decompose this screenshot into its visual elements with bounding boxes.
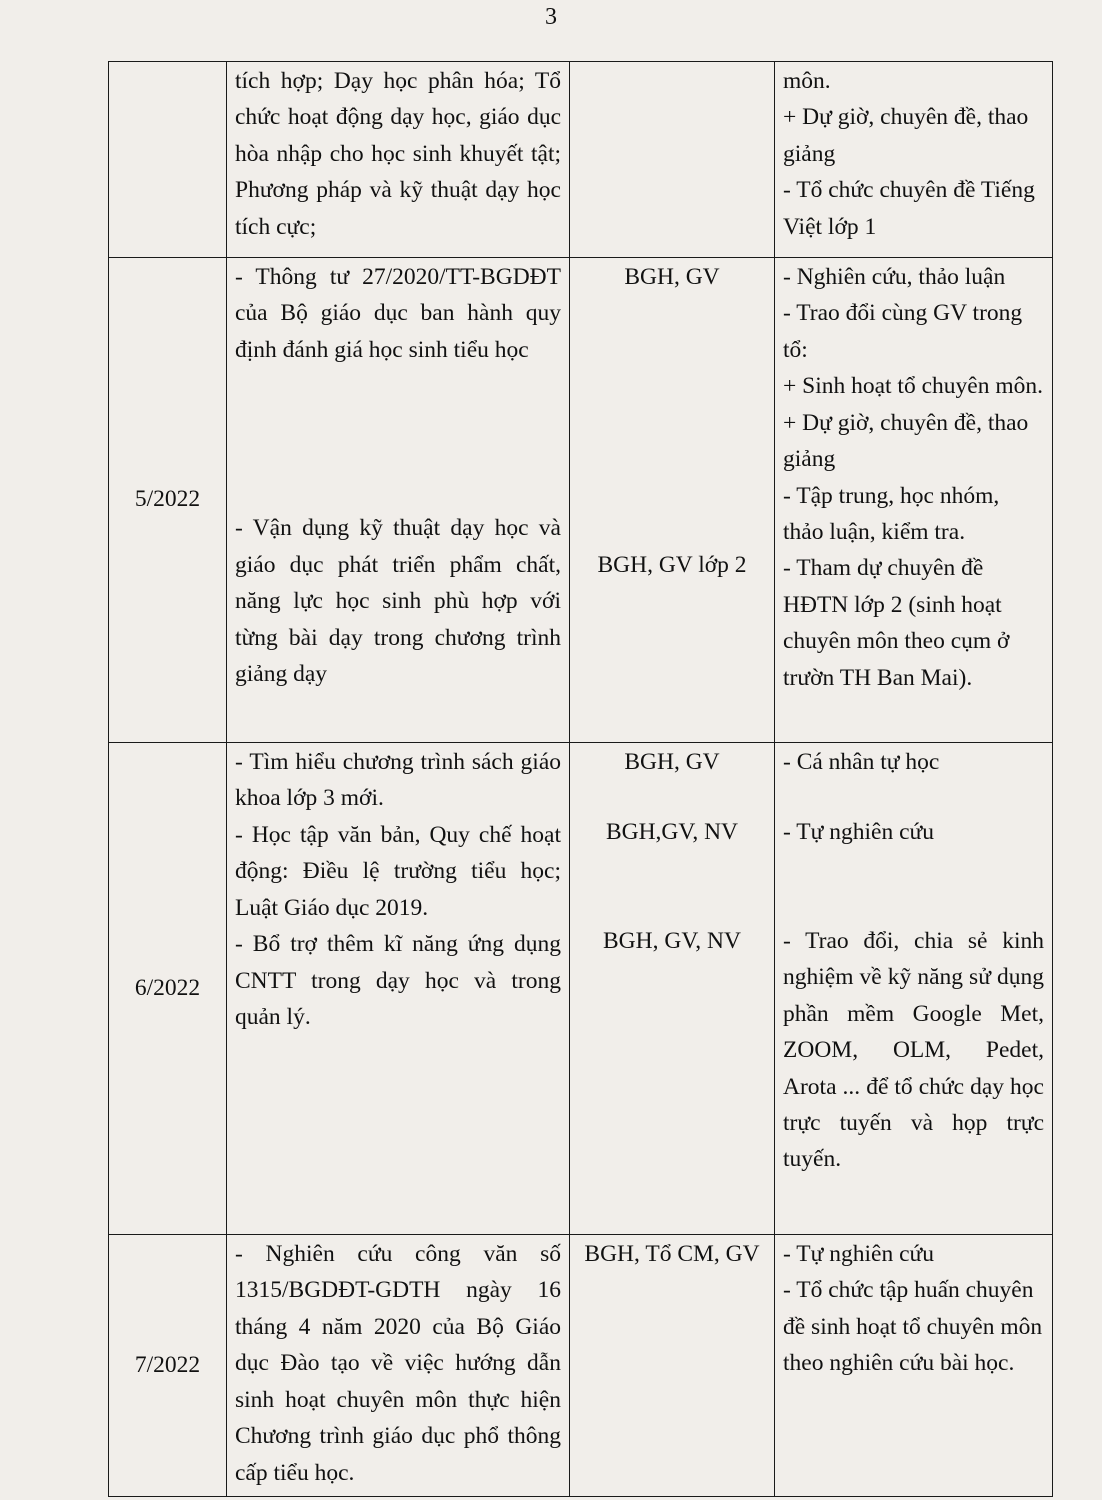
content-cell	[227, 1235, 570, 1497]
content-item: - Vận dụng kỹ thuật dạy học và giáo dục phát triển phẩm chất, năng lực học sinh phù hợp với từng bài dạy trong chương trình giảng dạy	[235, 515, 561, 687]
table-row	[109, 258, 1053, 743]
unit-cell: BGH, Tổ CM, GV	[570, 1235, 775, 1497]
month-cell	[109, 62, 227, 258]
method-item: - Cá nhân tự học	[783, 749, 940, 775]
content-item: - Nghiên cứu công văn số 1315/BGDĐT-GDTH ngày 16 tháng 4 năm 2020 của Bộ Giáo dục Đào tạo về việc hướng dẫn sinh hoạt chuyên môn thực hiện Chương trình giáo dục phổ thông cấp tiểu học.	[235, 1241, 561, 1486]
method-cell	[775, 1235, 1053, 1497]
unit-cell	[570, 743, 775, 1235]
unit-item: BGH, GV	[624, 749, 720, 775]
table-row	[109, 1235, 1053, 1497]
method-item: - Tổ chức tập huấn chuyên đề sinh hoạt tổ chuyên môn theo nghiên cứu bài học.	[783, 1277, 1043, 1377]
method-item: + Sinh hoạt tổ chuyên môn.	[783, 373, 1043, 400]
training-plan-table	[108, 61, 1053, 1497]
method-item: - Tự nghiên cứu	[783, 819, 934, 846]
method-item: môn.	[783, 68, 831, 94]
unit-item: BGH, GV, NV	[603, 927, 741, 954]
method-item: + Dự giờ, chuyên đề, thao giảng	[783, 409, 1029, 473]
month-cell: 5/2022	[109, 258, 227, 743]
unit-item: BGH, GV lớp 2	[597, 552, 747, 579]
method-item: - Trao đổi cùng GV trong tổ:	[783, 300, 1023, 363]
content-item: - Bổ trợ thêm kĩ năng ứng dụng CNTT trong dạy học và trong quản lý.	[235, 931, 561, 1030]
content-cell	[227, 258, 570, 743]
method-item: + Dự giờ, chuyên đề, thao giảng	[783, 104, 1029, 167]
unit-cell	[570, 62, 775, 258]
method-item: - Nghiên cứu, thảo luận	[783, 264, 1006, 290]
method-cell	[775, 743, 1053, 1235]
method-item: - Tổ chức chuyên đề Tiếng Việt lớp 1	[783, 177, 1035, 240]
unit-cell	[570, 258, 775, 743]
unit-item: BGH,GV, NV	[605, 819, 739, 846]
table-row	[109, 743, 1053, 1235]
content-item: tích hợp; Dạy học phân hóa; Tổ chức hoạt động dạy học, giáo dục hòa nhập cho học sinh khuyết tật; Phương pháp và kỹ thuật dạy học tích cực;	[235, 68, 561, 240]
content-item: - Học tập văn bản, Quy chế hoạt động: Điều lệ trường tiểu học; Luật Giáo dục 2019.	[235, 821, 561, 921]
method-item: - Trao đổi, chia sẻ kinh nghiệm về kỹ năng sử dụng phần mềm Google Met, ZOOM, OLM, Pedet, Arota ... để tổ chức dạy học trực tuyến và họp trực tuyến.	[783, 927, 1044, 1173]
method-item: - Tham dự chuyên đề HĐTN lớp 2 (sinh hoạt chuyên môn theo cụm ở trườn TH Ban Mai).	[783, 555, 1010, 691]
content-item: - Tìm hiểu chương trình sách giáo khoa lớp 3 mới.	[235, 749, 561, 812]
method-item: - Tự nghiên cứu	[783, 1241, 934, 1267]
content-item: - Thông tư 27/2020/TT-BGDĐT của Bộ giáo dục ban hành quy định đánh giá học sinh tiểu học	[235, 264, 561, 363]
month-cell: 6/2022	[109, 743, 227, 1235]
method-item: - Tập trung, học nhóm, thảo luận, kiểm tra.	[783, 482, 1000, 545]
month-cell: 7/2022	[109, 1235, 227, 1497]
method-cell	[775, 258, 1053, 743]
content-cell	[227, 743, 570, 1235]
unit-item: BGH, GV	[624, 264, 720, 290]
table-row	[109, 62, 1053, 258]
page-number: 3	[545, 4, 557, 30]
method-cell	[775, 62, 1053, 258]
content-cell	[227, 62, 570, 258]
